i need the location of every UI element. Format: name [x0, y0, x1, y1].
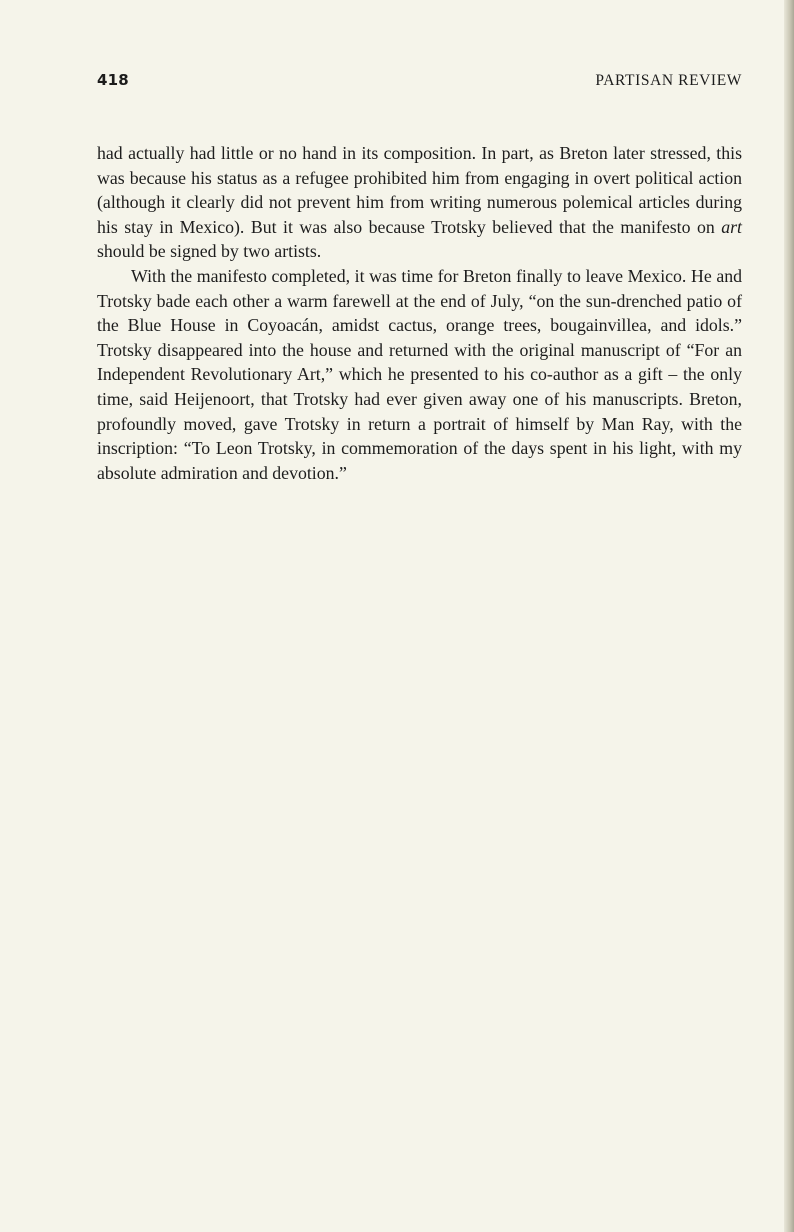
paragraph-1-text-after: should be signed by two artists.	[97, 241, 322, 262]
page-header	[97, 71, 742, 95]
emphasis-art: art	[721, 216, 742, 237]
page-edge-shadow	[784, 0, 794, 1232]
paragraph-2: With the manifesto completed, it was time for Breton finally to leave Mexico. He and Trotsky bade each other a warm farewell at the end of July, “on the sun-drenched patio of the Blue House in Coyoacán, amidst cactus, orange trees, bougainvillea, and idols.” Trotsky disappeared into the house and returned with the original manuscript of “For an Independent Revolutionary Art,” which he presented to his co-author as a gift – the only time, said Heijenoort, that Trotsky had ever given away one of his manuscripts. Breton, profoundly moved, gave Trotsky in return a portrait of himself by Man Ray, with the inscription: “To Leon Trotsky, in commemoration of the days spent in his light, with my absolute admiration and devotion.”	[97, 265, 742, 483]
running-head: PARTISAN REVIEW	[595, 72, 742, 89]
body-text	[97, 141, 742, 485]
paragraph-1	[97, 141, 742, 264]
paragraph-1-text-before: had actually had little or no hand in its composition. In part, as Breton later stressed, this was because his status as a refugee prohibited him from engaging in overt political action (although it clearly did not prevent him from writing numerous polemical articles during his stay in Mexico). But it was also because Trotsky believed that the manifesto on	[97, 143, 742, 237]
page-number: 418	[97, 71, 129, 89]
